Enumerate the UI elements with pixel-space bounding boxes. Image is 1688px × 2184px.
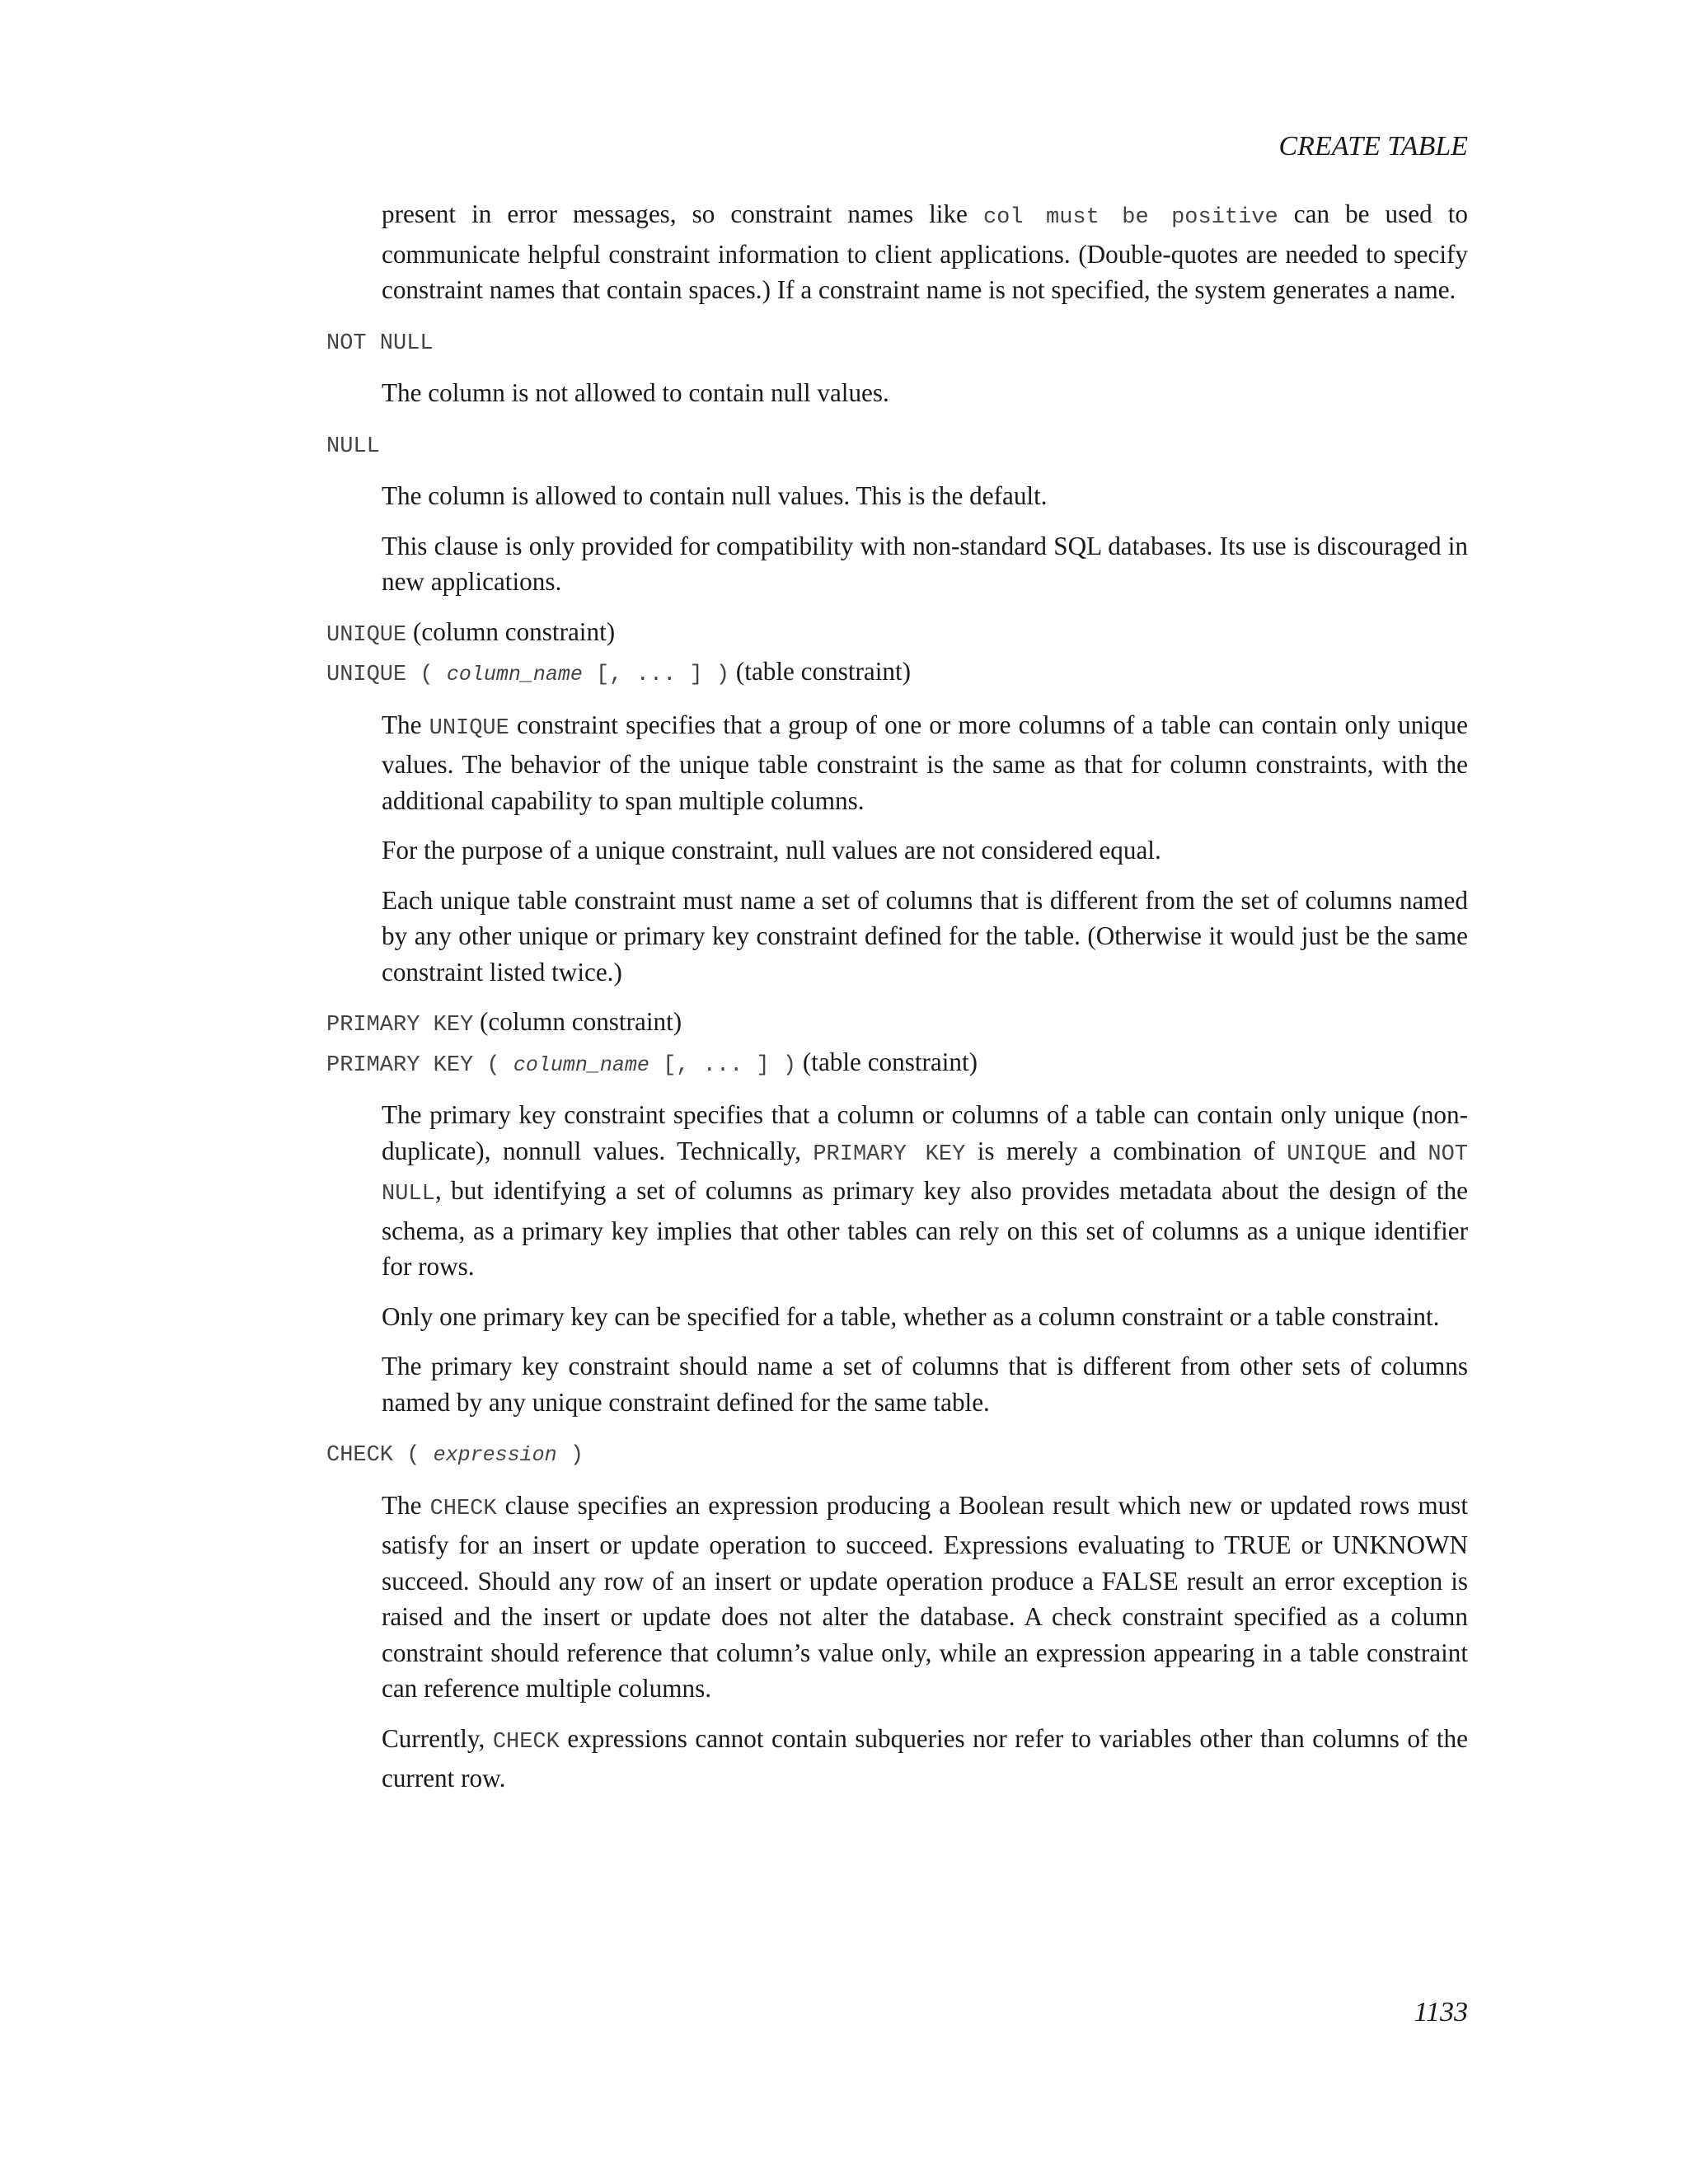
unique-table-param: column_name — [446, 663, 583, 687]
check-p2-text-b: expressions cannot contain subqueries nor refer to variables other than columns of the current row. — [382, 1723, 1468, 1793]
intro-paragraph — [382, 196, 1468, 308]
pk-paragraph-2: Only one primary key can be specified for a table, whether as a column constraint or a table constraint. — [382, 1301, 1440, 1331]
pk-term-column — [326, 1004, 1468, 1044]
pk-table-code-b: [, ... ] ) — [649, 1052, 797, 1078]
not-null-description: The column is not allowed to contain null values. — [382, 378, 889, 407]
pk-term-table — [326, 1044, 1468, 1085]
page-number: 1133 — [1414, 1997, 1468, 2027]
unique-paragraph-3: Each unique table constraint must name a set of columns that is different from the set of columns named by any other unique or primary key constraint defined for the table. (Otherwise it would just be the same constraint listed twice.) — [382, 885, 1468, 987]
unique-term-table — [326, 654, 1468, 694]
pk-p1-code-2: UNIQUE — [1287, 1141, 1367, 1167]
pk-table-label: (table constraint) — [796, 1047, 978, 1076]
check-term — [326, 1434, 1468, 1474]
pk-table-param: column_name — [513, 1052, 649, 1077]
check-term-code-a: CHECK ( — [326, 1443, 434, 1468]
unique-table-code-a: UNIQUE ( — [326, 663, 447, 687]
check-paragraph-1 — [382, 1488, 1468, 1707]
pk-term-label: (column constraint) — [473, 1007, 682, 1036]
check-paragraph-2 — [382, 1721, 1468, 1797]
pk-p1-text-b: is merely a combination of — [965, 1136, 1287, 1165]
pk-p1-text-c: and — [1367, 1136, 1428, 1165]
unique-term-column — [326, 614, 1468, 654]
not-null-term: NOT NULL — [326, 330, 434, 356]
intro-text-2: can be used to communicate helpful constraint information to client applications. (Double-quotes are needed to specify constraint names that contain spaces.) If a constraint name is not specified, the system generates a name. — [382, 199, 1469, 304]
unique-term-code: UNIQUE — [326, 622, 407, 648]
check-p2-text-a: Currently, — [382, 1723, 493, 1753]
unique-table-code-b: [, ... ] ) — [582, 663, 730, 687]
term-unique — [326, 614, 1468, 694]
pk-p1-text-d: , but identifying a set of columns as primary key also provides metadata about the design of the schema, as a primary key implies that other tables can rely on this set of columns as a unique identifier for rows. — [382, 1176, 1468, 1281]
null-description-1: The column is allowed to contain null values. This is the default. — [382, 481, 1048, 510]
running-head-title: CREATE TABLE — [1278, 131, 1468, 162]
pk-p1-text-a: The primary key constraint specifies that a column or columns of a table can contain only unique (non-duplicate), nonnull values. Technically, — [382, 1100, 1468, 1165]
term-check — [326, 1434, 1468, 1474]
unique-paragraph-1 — [382, 707, 1468, 819]
unique-p1-code: UNIQUE — [429, 715, 509, 741]
check-p2-code: CHECK — [492, 1729, 560, 1755]
pk-p1-code-3: NOT NULL — [382, 1141, 1468, 1207]
intro-code: col must be positive — [982, 205, 1278, 230]
check-term-code-b: ) — [556, 1443, 584, 1468]
pk-term-code: PRIMARY KEY — [326, 1013, 474, 1038]
pk-paragraph-3: The primary key constraint should name a set of columns that is different from other sets of columns named by any unique constraint defined for the same table. — [382, 1352, 1468, 1417]
unique-paragraph-2: For the purpose of a unique constraint, null values are not considered equal. — [382, 836, 1161, 865]
intro-text-1: present in error messages, so constraint names like — [382, 199, 983, 228]
null-description-2: This clause is only provided for compatibility with non-standard SQL databases. Its use is discouraged in new applications. — [382, 531, 1468, 596]
unique-p1-text-b: constraint specifies that a group of one or more columns of a table can contain only unique values. The behavior of the unique table constraint is the same as that for column constraints, with the additional capability to span multiple columns. — [382, 710, 1468, 815]
term-not-null — [326, 322, 1468, 363]
unique-table-label: (table constraint) — [729, 657, 912, 686]
pk-paragraph-1 — [382, 1097, 1468, 1285]
check-p1-code: CHECK — [429, 1496, 497, 1521]
check-term-param: expression — [433, 1443, 557, 1467]
document-body — [326, 196, 1468, 1811]
term-null — [326, 425, 1468, 466]
null-term: NULL — [326, 434, 380, 459]
term-primary-key — [326, 1004, 1468, 1084]
pk-p1-code-1: PRIMARY KEY — [813, 1141, 966, 1167]
check-p1-text-a: The — [382, 1490, 430, 1520]
unique-p1-text-a: The — [382, 710, 429, 739]
check-p1-text-b: clause specifies an expression producing a Boolean result which new or updated rows must satisfy for an insert or update operation to succeed. Expressions evaluating to TRUE or UNKNOWN succeed. Should any row of an insert or update operation produce a FALSE result an error exception is raised and the insert or update does not alter the database. A check constraint specified as a column constraint should reference that column’s value only, while an expression appearing in a table constraint can reference multiple columns. — [382, 1490, 1468, 1703]
pk-table-code-a: PRIMARY KEY ( — [326, 1052, 513, 1078]
unique-term-label: (column constraint) — [406, 616, 616, 646]
